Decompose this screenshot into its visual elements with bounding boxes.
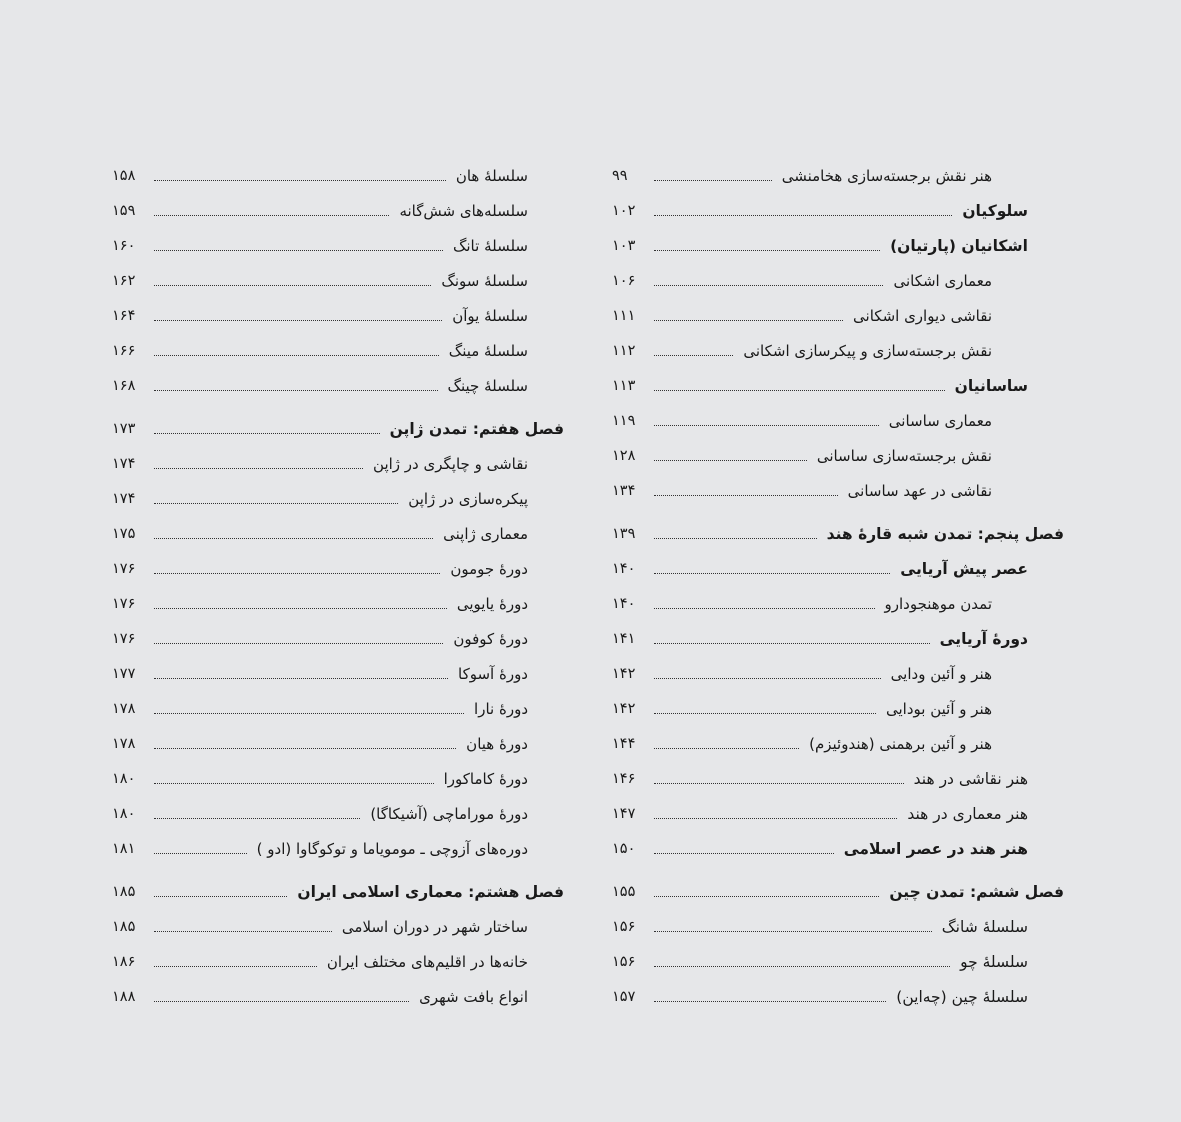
toc-entry-page-number: ۱۴۲ bbox=[612, 665, 636, 682]
toc-entry bbox=[112, 874, 564, 909]
toc-entry-title: هنر نقاشی در هند bbox=[913, 769, 1028, 788]
toc-entry-title: معماری ساسانی bbox=[888, 411, 992, 430]
toc-entry-page-number: ۱۴۱ bbox=[612, 630, 636, 647]
toc-entry-title: سلسلۀ سونگ bbox=[441, 271, 528, 290]
toc-entry-page-number: ۱۵۶ bbox=[612, 953, 636, 970]
toc-entry bbox=[112, 446, 564, 481]
toc-entry bbox=[612, 193, 1064, 228]
dot-leader bbox=[654, 573, 890, 574]
toc-entry bbox=[612, 438, 1064, 473]
toc-entry-page-number: ۱۴۲ bbox=[612, 700, 636, 717]
toc-entry-page-number: ۱۸۰ bbox=[112, 770, 136, 787]
toc-column-right bbox=[612, 158, 1064, 1014]
toc-entry bbox=[612, 944, 1064, 979]
dot-leader bbox=[654, 425, 879, 426]
toc-entry-title: دوره‌های آزوچی ـ مومویاما و توکوگاوا (ادو ) bbox=[256, 839, 528, 858]
toc-entry-title: دورۀ کوفون bbox=[453, 629, 528, 648]
toc-entry-title: نقاشی و چاپگری در ژاپن bbox=[373, 454, 528, 473]
toc-entry-title: هنر هند در عصر اسلامی bbox=[843, 839, 1028, 858]
dot-leader bbox=[154, 180, 446, 181]
toc-entry-page-number: ۱۱۳ bbox=[612, 377, 636, 394]
toc-entry-title: فصل پنجم: تمدن شبه قارۀ هند bbox=[826, 524, 1064, 543]
toc-entry-page-number: ۱۶۴ bbox=[112, 307, 136, 324]
toc-entry-title: معماری ژاپنی bbox=[443, 524, 528, 543]
toc-entry bbox=[612, 831, 1064, 866]
toc-entry-page-number: ۱۷۶ bbox=[112, 630, 136, 647]
toc-entry bbox=[112, 796, 564, 831]
toc-entry-title: پیکره‌سازی در ژاپن bbox=[408, 489, 528, 508]
toc-entry-title: سلسلۀ چین (چه‌این) bbox=[896, 987, 1028, 1006]
toc-entry-page-number: ۱۳۹ bbox=[612, 525, 636, 542]
toc-entry bbox=[112, 944, 564, 979]
dot-leader bbox=[654, 896, 879, 897]
toc-entry bbox=[112, 298, 564, 333]
dot-leader bbox=[654, 390, 945, 391]
toc-entry-title: هنر و آئین ودایی bbox=[890, 664, 992, 683]
dot-leader bbox=[154, 896, 287, 897]
toc-entry-title: سلسله‌های شش‌گانه bbox=[399, 201, 528, 220]
toc-entry-page-number: ۱۵۷ bbox=[612, 988, 636, 1005]
dot-leader bbox=[154, 215, 389, 216]
toc-entry-title: فصل هفتم: تمدن ژاپن bbox=[389, 419, 564, 438]
dot-leader bbox=[154, 355, 439, 356]
toc-entry-page-number: ۱۴۰ bbox=[612, 560, 636, 577]
toc-entry bbox=[112, 691, 564, 726]
toc-entry bbox=[112, 368, 564, 403]
toc-entry bbox=[112, 333, 564, 368]
toc-entry bbox=[612, 368, 1064, 403]
dot-leader bbox=[654, 748, 799, 749]
toc-entry bbox=[612, 158, 1064, 193]
toc-entry-page-number: ۱۷۴ bbox=[112, 490, 136, 507]
dot-leader bbox=[154, 931, 332, 932]
dot-leader bbox=[654, 495, 838, 496]
toc-entry-page-number: ۱۴۶ bbox=[612, 770, 636, 787]
toc-entry bbox=[112, 831, 564, 866]
dot-leader bbox=[654, 180, 772, 181]
toc-entry-page-number: ۱۷۳ bbox=[112, 420, 136, 437]
toc-entry bbox=[112, 193, 564, 228]
toc-entry bbox=[112, 726, 564, 761]
toc-entry bbox=[112, 586, 564, 621]
toc-entry-page-number: ۱۶۲ bbox=[112, 272, 136, 289]
toc-entry-page-number: ۱۵۸ bbox=[112, 167, 136, 184]
toc-entry bbox=[112, 909, 564, 944]
toc-entry-title: هنر معماری در هند bbox=[907, 804, 1028, 823]
toc-entry-page-number: ۱۲۸ bbox=[612, 447, 636, 464]
toc-entry-page-number: ۱۱۲ bbox=[612, 342, 636, 359]
toc-entry-page-number: ۱۵۰ bbox=[612, 840, 636, 857]
dot-leader bbox=[154, 818, 360, 819]
toc-entry bbox=[112, 656, 564, 691]
toc-entry-title: دورۀ هیان bbox=[466, 734, 528, 753]
toc-entry-title: دورۀ یایویی bbox=[456, 594, 528, 613]
dot-leader bbox=[654, 538, 817, 539]
toc-entry-title: دورۀ موراماچی (آشیکاگا) bbox=[370, 804, 528, 823]
toc-entry bbox=[612, 263, 1064, 298]
toc-entry-title: خانه‌ها در اقلیم‌های مختلف ایران bbox=[326, 952, 528, 971]
toc-entry-title: سلسلۀ شانگ bbox=[941, 917, 1028, 936]
toc-entry-page-number: ۱۴۷ bbox=[612, 805, 636, 822]
toc-entry bbox=[112, 979, 564, 1014]
toc-entry bbox=[612, 403, 1064, 438]
toc-entry-title: دورۀ نارا bbox=[474, 699, 528, 718]
toc-entry-page-number: ۱۵۵ bbox=[612, 883, 636, 900]
toc-entry bbox=[112, 158, 564, 193]
dot-leader bbox=[154, 503, 398, 504]
toc-entry-title: سلسلۀ مینگ bbox=[448, 341, 528, 360]
dot-leader bbox=[154, 468, 363, 469]
toc-entry-title: هنر و آئین بودایی bbox=[886, 699, 992, 718]
dot-leader bbox=[654, 678, 881, 679]
toc-entry-title: معماری اشکانی bbox=[893, 271, 992, 290]
toc-entry bbox=[112, 411, 564, 446]
dot-leader bbox=[154, 573, 440, 574]
toc-entry-title: سلوکیان bbox=[962, 201, 1028, 220]
toc-entry-title: ساختار شهر در دوران اسلامی bbox=[341, 917, 528, 936]
dot-leader bbox=[154, 678, 448, 679]
toc-entry bbox=[612, 228, 1064, 263]
toc-entry-title: نقش برجسته‌سازی و پیکرسازی اشکانی bbox=[743, 341, 992, 360]
toc-entry-title: نقاشی دیواری اشکانی bbox=[853, 306, 992, 325]
toc-entry bbox=[612, 473, 1064, 508]
dot-leader bbox=[654, 285, 883, 286]
toc-entry-page-number: ۱۸۵ bbox=[112, 918, 136, 935]
dot-leader bbox=[154, 433, 380, 434]
dot-leader bbox=[154, 250, 443, 251]
toc-entry-title: دورۀ آریایی bbox=[939, 629, 1028, 648]
toc-entry bbox=[612, 796, 1064, 831]
toc-entry-page-number: ۱۱۹ bbox=[612, 412, 636, 429]
toc-entry bbox=[112, 263, 564, 298]
toc-entry-page-number: ۱۸۵ bbox=[112, 883, 136, 900]
toc-entry-page-number: ۱۷۵ bbox=[112, 525, 136, 542]
toc-entry-page-number: ۱۷۶ bbox=[112, 595, 136, 612]
toc-entry bbox=[612, 586, 1064, 621]
toc-entry-title: عصر پیش آریایی bbox=[900, 559, 1028, 578]
dot-leader bbox=[654, 608, 875, 609]
toc-entry bbox=[612, 333, 1064, 368]
dot-leader bbox=[154, 1001, 409, 1002]
toc-entry bbox=[612, 874, 1064, 909]
toc-entry-page-number: ۱۱۱ bbox=[612, 307, 636, 324]
dot-leader bbox=[154, 748, 456, 749]
toc-entry-title: اشکانیان (پارتیان) bbox=[890, 236, 1028, 255]
toc-entry-page-number: ۱۶۶ bbox=[112, 342, 136, 359]
toc-entry-title: نقش برجسته‌سازی ساسانی bbox=[816, 446, 992, 465]
dot-leader bbox=[654, 215, 952, 216]
toc-entry-title: سلسلۀ تانگ bbox=[452, 236, 528, 255]
toc-entry bbox=[612, 551, 1064, 586]
toc-entry bbox=[612, 298, 1064, 333]
dot-leader bbox=[654, 818, 897, 819]
toc-entry-title: نقاشی در عهد ساسانی bbox=[847, 481, 992, 500]
dot-leader bbox=[154, 285, 431, 286]
dot-leader bbox=[654, 355, 733, 356]
dot-leader bbox=[654, 713, 876, 714]
toc-entry-page-number: ۱۶۰ bbox=[112, 237, 136, 254]
toc-entry bbox=[112, 621, 564, 656]
toc-entry-page-number: ۱۷۷ bbox=[112, 665, 136, 682]
toc-entry-page-number: ۱۳۴ bbox=[612, 482, 636, 499]
toc-entry-page-number: ۱۸۰ bbox=[112, 805, 136, 822]
dot-leader bbox=[654, 966, 950, 967]
toc-entry-page-number: ۱۵۶ bbox=[612, 918, 636, 935]
toc-entry-title: هنر نقش برجسته‌سازی هخامنشی bbox=[781, 166, 992, 185]
toc-entry-page-number: ۱۵۹ bbox=[112, 202, 136, 219]
toc-entry-page-number: ۱۸۶ bbox=[112, 953, 136, 970]
dot-leader bbox=[154, 713, 464, 714]
toc-entry-page-number: ۱۰۲ bbox=[612, 202, 636, 219]
toc-entry-title: سلسلۀ چو bbox=[960, 952, 1028, 971]
dot-leader bbox=[154, 538, 433, 539]
toc-entry-page-number: ۱۰۳ bbox=[612, 237, 636, 254]
toc-entry-page-number: ۱۸۱ bbox=[112, 840, 136, 857]
dot-leader bbox=[654, 250, 880, 251]
toc-column-left bbox=[112, 158, 564, 1014]
toc-entry bbox=[112, 761, 564, 796]
toc-entry bbox=[612, 516, 1064, 551]
toc-entry-title: انواع بافت شهری bbox=[419, 987, 528, 1006]
toc-entry-title: سلسلۀ چینگ bbox=[447, 376, 528, 395]
toc-entry bbox=[612, 979, 1064, 1014]
dot-leader bbox=[154, 643, 443, 644]
dot-leader bbox=[154, 783, 434, 784]
toc-entry-page-number: ۱۶۸ bbox=[112, 377, 136, 394]
dot-leader bbox=[654, 643, 930, 644]
toc-entry bbox=[612, 621, 1064, 656]
toc-entry-page-number: ۱۷۸ bbox=[112, 735, 136, 752]
toc-entry-title: دورۀ آسوکا bbox=[458, 664, 528, 683]
toc-entry bbox=[612, 726, 1064, 761]
toc-entry bbox=[612, 761, 1064, 796]
toc-entry bbox=[612, 909, 1064, 944]
toc-entry-title: تمدن موهنجودارو bbox=[884, 594, 992, 613]
dot-leader bbox=[154, 853, 247, 854]
toc-entry bbox=[112, 551, 564, 586]
toc-entry-page-number: ۱۰۶ bbox=[612, 272, 636, 289]
toc-entry-page-number: ۱۸۸ bbox=[112, 988, 136, 1005]
toc-entry-page-number: ۹۹ bbox=[612, 167, 628, 184]
toc-entry-title: فصل ششم: تمدن چین bbox=[889, 882, 1064, 901]
dot-leader bbox=[154, 608, 447, 609]
toc-entry-page-number: ۱۷۴ bbox=[112, 455, 136, 472]
toc-entry-title: سلسلۀ یوآن bbox=[452, 306, 528, 325]
dot-leader bbox=[654, 931, 932, 932]
toc-entry-title: فصل هشتم: معماری اسلامی ایران bbox=[297, 882, 564, 901]
toc-entry-title: دورۀ جومون bbox=[450, 559, 528, 578]
dot-leader bbox=[154, 390, 438, 391]
toc-entry-title: هنر و آئین برهمنی (هندوئیزم) bbox=[809, 734, 992, 753]
dot-leader bbox=[154, 320, 442, 321]
toc-entry bbox=[612, 691, 1064, 726]
toc-entry-title: سلسلۀ هان bbox=[455, 166, 528, 185]
toc-entry-page-number: ۱۷۶ bbox=[112, 560, 136, 577]
dot-leader bbox=[654, 853, 834, 854]
toc-entry-page-number: ۱۴۴ bbox=[612, 735, 636, 752]
toc-entry-page-number: ۱۴۰ bbox=[612, 595, 636, 612]
dot-leader bbox=[654, 320, 843, 321]
toc-entry-title: دورۀ کاماکورا bbox=[443, 769, 528, 788]
dot-leader bbox=[154, 966, 317, 967]
toc-entry bbox=[112, 516, 564, 551]
dot-leader bbox=[654, 1001, 886, 1002]
toc-entry-page-number: ۱۷۸ bbox=[112, 700, 136, 717]
toc-entry bbox=[612, 656, 1064, 691]
toc-entry-title: ساسانیان bbox=[954, 376, 1028, 395]
dot-leader bbox=[654, 460, 807, 461]
toc-entry bbox=[112, 228, 564, 263]
toc-entry bbox=[112, 481, 564, 516]
dot-leader bbox=[654, 783, 904, 784]
